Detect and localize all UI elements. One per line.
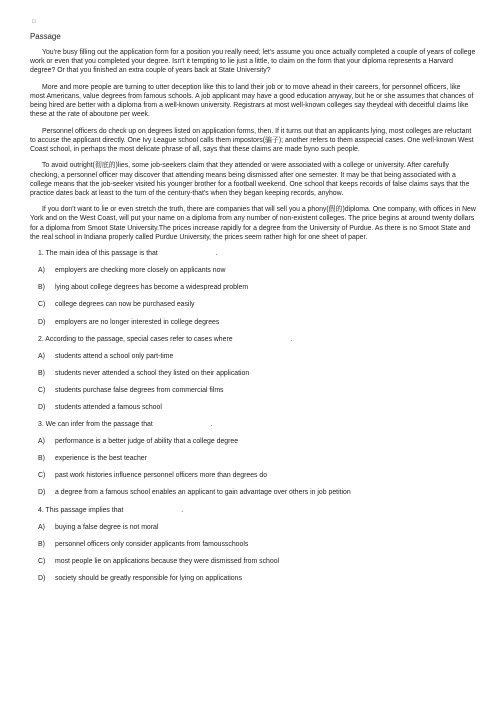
question-end: . xyxy=(210,421,213,429)
option-text: past work histories influence personnel officers more than degrees do xyxy=(55,472,268,480)
passage-paragraph: Personnel officers do check up on degrees listed on application forms, then. If it turns out that an applicants lying, most colleges are reluctant to accuse the applicant directly. One Ivy League school calls them impostors(骗子); another refers to them asspecial cases. One well-known West Coast school, in perhaps the most delicate phrase of all, says that these claims are made byno such people. xyxy=(30,127,474,154)
question-3 xyxy=(38,420,477,429)
option-letter: B) xyxy=(38,284,45,292)
option-2d xyxy=(38,403,477,412)
question-end: . xyxy=(290,335,293,343)
option-text: college degrees can now be purchased easily xyxy=(55,301,195,309)
passage-paragraph: If you don't want to lie or even stretch the truth, there are companies that will sell you a phony(假的)diploma. One company, with offices in New York and on the West Coast, will put your name on a diploma from any number of non-existent colleges. The price begins at around twenty dollars for a diploma from Smoot State University.The prices increase rapidly for a degree from the University of Purdue. As there is no Smoot State and the real school in Indiana properly called Purdue University, the prices seem rather high for one sheet of paper. xyxy=(30,206,476,241)
question-end: . xyxy=(215,250,218,258)
option-1c xyxy=(38,300,477,309)
option-letter: C) xyxy=(38,557,46,565)
question-stem: 2. According to the passage, special cases refer to cases where xyxy=(38,335,233,343)
option-letter: C) xyxy=(38,472,46,480)
option-2b xyxy=(38,369,477,378)
option-text: students attended a famous school xyxy=(55,403,162,411)
option-text: most people lie on applications because they were dismissed from school xyxy=(55,557,280,565)
option-4a xyxy=(38,523,477,532)
option-letter: A) xyxy=(38,267,45,275)
page-marker: □ xyxy=(32,19,36,25)
option-letter: D) xyxy=(38,489,46,497)
question-stem: 3. We can infer from the passage that xyxy=(38,421,153,429)
option-4d xyxy=(38,574,477,583)
option-1b xyxy=(38,283,477,292)
option-text: experience is the best teacher xyxy=(55,455,147,463)
question-end: . xyxy=(181,506,184,514)
option-text: performance is a better judge of ability that a college degree xyxy=(55,438,239,446)
passage-heading: Passage xyxy=(30,32,61,41)
question-4 xyxy=(38,506,477,515)
option-letter: A) xyxy=(38,523,45,531)
option-text: students never attended a school they listed on their application xyxy=(55,369,250,377)
option-text: employers are checking more closely on applicants now xyxy=(55,267,226,275)
option-letter: B) xyxy=(38,455,45,463)
option-2c xyxy=(38,386,477,395)
option-4b xyxy=(38,540,477,549)
option-3d xyxy=(38,488,477,497)
option-3a xyxy=(38,437,477,446)
question-stem: 4. This passage implies that xyxy=(38,506,124,514)
passage-paragraph: To avoid outright(彻底的)lies, some job-seekers claim that they attended or were associated with a college or university. After carefully checking, a personnel officer may discover that attending means being dismissed after one semester. It may be that being associated with a college means that the job-seeker visited his younger brother for a football weekend. One school that keeps records of false claims says that the practice dates back at least to the turn of the century-that's when they began keeping records, anyhow. xyxy=(30,162,470,197)
passage-paragraph: You're busy filling out the application form for a position you really need; let's assume you once actually completed a couple of years of college work or even that you completed your degree. Isn't it tempting to lie just a little, to claim on the form that your diploma represents a Harvard degree? Or that you finished an extra couple of years back at State University? xyxy=(30,49,476,75)
option-text: a degree from a famous school enables an applicant to gain advantage over others in job petition xyxy=(55,489,351,497)
option-2a xyxy=(38,352,477,361)
option-letter: D) xyxy=(38,574,46,582)
option-letter: A) xyxy=(38,352,45,360)
option-letter: A) xyxy=(38,438,45,446)
option-text: society should be greatly responsible for lying on applications xyxy=(55,574,242,582)
option-letter: D) xyxy=(38,403,46,411)
option-text: personnel officers only consider applicants from famousschools xyxy=(55,540,249,548)
option-1a xyxy=(38,266,477,275)
option-letter: B) xyxy=(38,540,45,548)
option-text: buying a false degree is not moral xyxy=(55,523,159,531)
option-text: employers are no longer interested in college degrees xyxy=(55,318,220,326)
option-text: students attend a school only part-time xyxy=(55,352,174,360)
option-text: lying about college degrees has become a widespread problem xyxy=(55,284,249,292)
option-text: students purchase false degrees from commercial films xyxy=(55,386,224,394)
passage-paragraph: More and more people are turning to utter deception like this to land their job or to move ahead in their careers, for personnel officers, like most Americans, value degrees from famous schools. A job applicant may have a good education anyway, but he or she assumes that chances of being hired are better with a diploma from a well-known university. Registrars at most well-known colleges say theydeal with deceitful claims like these at the rate of aboutone per week. xyxy=(30,83,474,119)
option-1d xyxy=(38,318,477,327)
option-letter: D) xyxy=(38,318,46,326)
option-3c xyxy=(38,471,477,480)
option-letter: C) xyxy=(38,386,46,394)
option-3b xyxy=(38,454,477,463)
option-letter: B) xyxy=(38,369,45,377)
option-4c xyxy=(38,557,477,566)
question-stem: 1. The main idea of this passage is that xyxy=(38,250,158,258)
question-2 xyxy=(38,335,477,344)
option-letter: C) xyxy=(38,301,46,309)
question-1 xyxy=(38,249,477,258)
